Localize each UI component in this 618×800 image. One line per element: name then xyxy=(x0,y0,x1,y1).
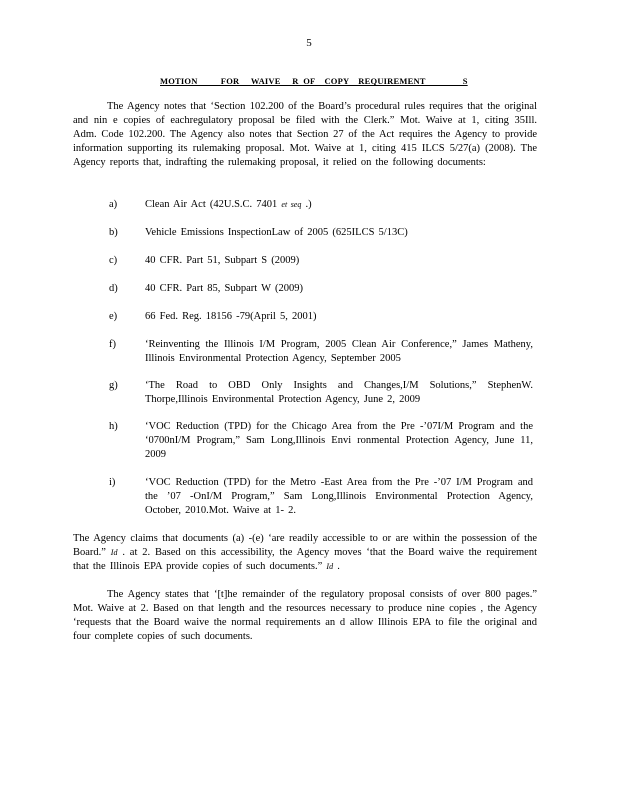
list-marker: e) xyxy=(109,311,118,322)
list-text: ‘VOC Reduction (TPD) for the Chicago Area from the Pre -’07I/M Program and the ‘0700nI/M Program,” Sam Long,Illinois Envi ronmental Protection Agency, June 11, 2009 xyxy=(145,421,533,460)
list-marker: h) xyxy=(109,421,118,432)
list-text: 40 CFR. Part 51, Subpart S (2009) xyxy=(145,255,300,266)
id-citation: Id xyxy=(110,548,118,557)
paragraph-agency-states-text: The Agency states that ‘[t]he remainder of the regulatory proposal consists of over 800 pages.” Mot. Waive at 2. Based on that length and the resources necessary to produce nine copies , the Agency ‘requests that the Board waive the normal requirements an d allow Illinois EPA to file the original and four complete copies of such documents. xyxy=(73,589,537,642)
list-marker: f) xyxy=(109,339,116,350)
paragraph-agency-notes-text: The Agency notes that ‘Section 102.200 of the Board’s procedural rules requires that the original and nin e copies of eachregulatory proposal be filed with the Clerk.” Mot. Waive at 1, citing 35Ill. Adm. Code 102.200. The Agency also notes that Section 27 of the Act requires the Agency to provide information supporting its rulemaking proposal. Mot. Waive at 1, citing 415 ILCS 5/27(a) (2008). The Agency reports that, indrafting the rulemaking proposal, it relied on the following documents: xyxy=(73,101,537,168)
page-number: 5 xyxy=(306,37,312,49)
list-text: ‘Reinventing the Illinois I/M Program, 2005 Clean Air Conference,” James Matheny, Illinois Environmental Protection Agency, September 2005 xyxy=(145,339,533,364)
list-marker: c) xyxy=(109,255,118,266)
id-citation: Id xyxy=(326,562,334,571)
list-marker: b) xyxy=(109,227,118,238)
list-text: ‘The Road to OBD Only Insights and Changes,I/M Solutions,” StephenW. Thorpe,Illinois Environmental Protection Agency, June 2, 2009 xyxy=(145,380,533,405)
paragraph-agency-states xyxy=(73,588,537,644)
list-text: ‘VOC Reduction (TPD) for the Metro -East Area from the Pre -’07 I/M Program and the ’07 -OnI/M Program,” Sam Long,Illinois Environmental Protection Agency, October, 2010.Mot. Waive at 1- 2. xyxy=(145,477,533,516)
list-marker: a) xyxy=(109,199,118,210)
list-text: 66 Fed. Reg. 18156 -79(April 5, 2001) xyxy=(145,311,317,322)
paragraph-agency-claims: The Agency claims that documents (a) -(e) ‘are readily accessible to or are within the possession of the Board.” Id . at 2. Based on this accessibility, the Agency moves ‘that the Board waive the requirement that the Illinois EPA provide copies of such documents.” Id . xyxy=(73,533,537,572)
list-text: 40 CFR. Part 85, Subpart W (2009) xyxy=(145,283,303,294)
list-marker: i) xyxy=(109,477,116,488)
list-text: Vehicle Emissions InspectionLaw of 2005 (625ILCS 5/13C) xyxy=(145,227,408,238)
list-marker: d) xyxy=(109,283,118,294)
paragraph-agency-notes xyxy=(73,100,537,170)
section-heading: MOTION FOR WAIVE R OF COPY REQUIREMENT S xyxy=(160,76,468,86)
list-text: Clean Air Act (42U.S.C. 7401 et seq .) xyxy=(145,199,312,210)
list-marker: g) xyxy=(109,380,118,391)
